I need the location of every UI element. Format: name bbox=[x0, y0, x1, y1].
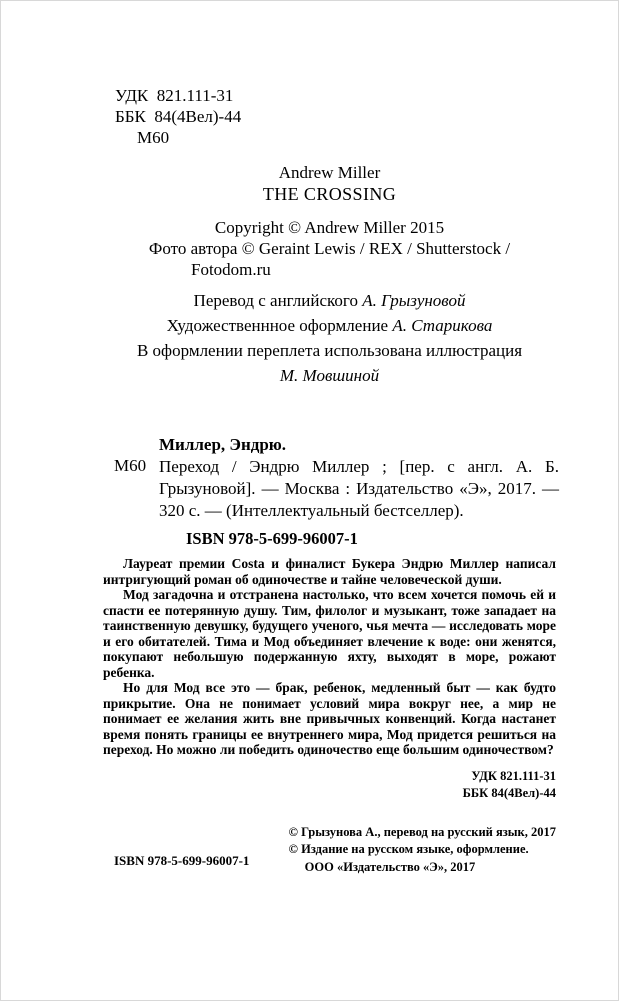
photo-credit-line2: Fotodom.ru bbox=[191, 260, 271, 279]
catalog-card bbox=[114, 434, 559, 550]
catalog-author-heading: Миллер, Эндрю. bbox=[159, 435, 287, 454]
original-title-block bbox=[103, 162, 556, 205]
footer bbox=[103, 824, 556, 877]
udk-code-right: УДК 821.111-31 bbox=[471, 768, 556, 783]
translation-credit-label: Перевод с английского bbox=[193, 291, 363, 310]
cataloging-codes-right bbox=[103, 768, 556, 802]
designer-name: А. Старикова bbox=[392, 316, 493, 335]
translator-name: А. Грызуновой bbox=[362, 291, 466, 310]
catalog-author-mark: М60 bbox=[114, 456, 147, 475]
copyright-line-edition: © Издание на русском языке, оформление. bbox=[288, 842, 529, 856]
annotation-paragraph: Но для Мод все это — брак, ребенок, медленный быт — как будто прикрытие. Она не понимает условий мира вокруг нее, а мир не понимает ее желания жить вне привычных конвенций. Когда настанет время понять границы ее внутреннего мира, Мод придется решиться на переход. Но можно ли победить одиночество еще большим одиночеством? bbox=[103, 680, 556, 757]
original-author: Andrew Miller bbox=[278, 163, 381, 182]
design-credit-label: Художественнное оформление bbox=[166, 316, 393, 335]
design-credit bbox=[103, 313, 556, 338]
translation-credit bbox=[103, 288, 556, 313]
annotation-block bbox=[103, 556, 556, 758]
cataloging-codes-block bbox=[103, 85, 556, 148]
copyright-line-publisher: ООО «Издательство «Э», 2017 bbox=[304, 859, 476, 874]
annotation-paragraph: Лауреат премии Costa и финалист Букера Эндрю Миллер написал интригующий роман об одиночестве и тайне человеческой души. bbox=[103, 556, 556, 587]
udk-code: УДК 821.111-31 bbox=[115, 86, 234, 105]
bbk-code: ББК 84(4Вел)-44 bbox=[115, 107, 242, 126]
copyright-notice: Copyright © Andrew Miller 2015 bbox=[214, 218, 445, 237]
photo-credit-line1: Фото автора © Geraint Lewis / REX / Shutterstock / bbox=[148, 239, 511, 258]
original-title: THE CROSSING bbox=[262, 184, 397, 204]
bbk-code-right: ББК 84(4Вел)-44 bbox=[462, 785, 556, 800]
catalog-entry: Переход / Эндрю Миллер ; [пер. с англ. А. Б. Грызуновой]. — Москва : Издательство «Э», 2017. — 320 с. — (Интеллектуальный бестселлер). bbox=[159, 457, 559, 520]
cover-illustrator-name: М. Мовшиной bbox=[279, 366, 380, 385]
annotation-paragraph: Мод загадочна и отстранена настолько, что всем хочется помочь ей и спасти ее потерянную душу. Тим, филолог и музыкант, тоже западает на таинственную девушку, будущего ученого, чья мечта — исследовать море и его обитателей. Тима и Мод объединяет влечение к воде: они женятся, покупают небольшую подержанную яхту, выходят в море, рожают ребенка. bbox=[103, 587, 556, 680]
author-mark-code: М60 bbox=[137, 128, 170, 147]
cover-credit-line: В оформлении переплета использована иллюстрация bbox=[136, 341, 523, 360]
copyright-line-translation: © Грызунова А., перевод на русский язык, 2017 bbox=[288, 824, 556, 839]
russian-credits-block bbox=[103, 288, 556, 388]
catalog-isbn: ISBN 978-5-699-96007-1 bbox=[186, 529, 358, 548]
footer-isbn: ISBN 978-5-699-96007-1 bbox=[114, 853, 250, 868]
footer-copyrights bbox=[289, 824, 556, 877]
